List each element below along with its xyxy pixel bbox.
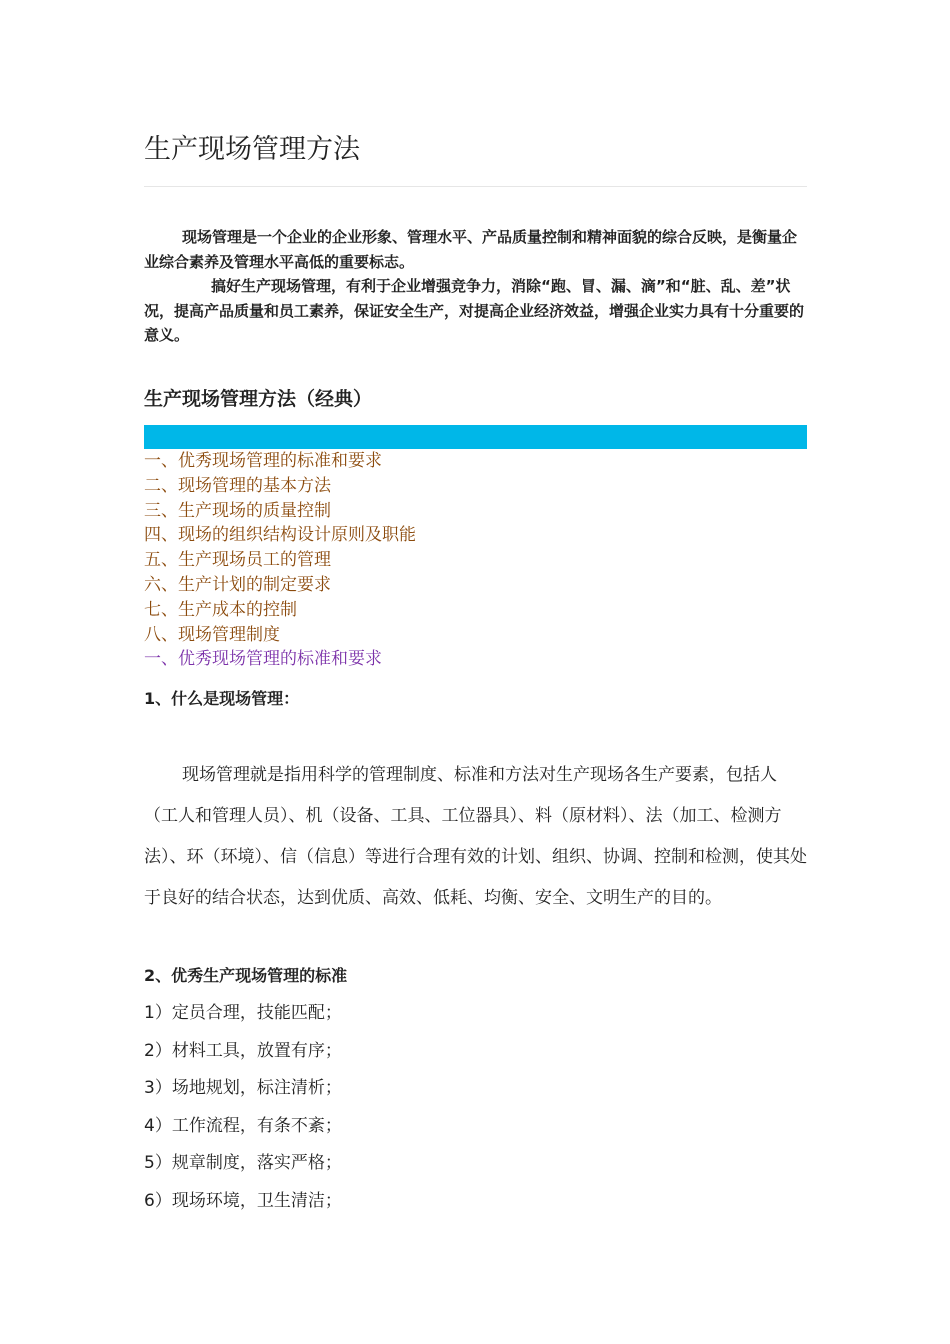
- standard-item-1: 1）定员合理，技能匹配；: [144, 1003, 342, 1023]
- toc-link-4[interactable]: 四、现场的组织结构设计原则及职能: [144, 525, 416, 546]
- question-1-heading: 1、什么是现场管理：: [144, 689, 300, 708]
- standard-item-6: 6）现场环境，卫生清洁；: [144, 1190, 342, 1211]
- question-2-heading: 2、优秀生产现场管理的标准: [144, 966, 348, 985]
- section-color-bar: [144, 425, 807, 449]
- question-1-body: 现场管理就是指用科学的管理制度、标准和方法对生产现场各生产要素，包括人（工人和管理人员）、机（设备、工具、工位器具）、料（原材料）、法（加工、检测方法）、环（环境）、信（信息）等进行合理有效的计划、组织、协调、控制和检测，使其处于良好的结合状态，达到优质、高效、低耗、均衡、安全、文明生产的目的。: [144, 765, 807, 908]
- standards-list: [144, 1000, 342, 1225]
- standard-item-2: 2）材料工具，放置有序；: [144, 1040, 342, 1061]
- standard-item-4: 4）工作流程，有条不紊；: [144, 1115, 342, 1136]
- title-divider: [144, 186, 807, 187]
- intro-block: [144, 225, 807, 348]
- intro-paragraph-1: 现场管理是一个企业的企业形象、管理水平、产品质量控制和精神面貌的综合反映，是衡量企业综合素养及管理水平高低的重要标志。: [144, 228, 798, 271]
- section-heading: 生产现场管理方法（经典）: [144, 388, 373, 410]
- intro-paragraph-2: 搞好生产现场管理，有利于企业增强竞争力，消除“跑、冒、漏、滴”和“脏、乱、差”状况，提高产品质量和员工素养，保证安全生产，对提高企业经济效益，增强企业实力具有十分重要的意义。: [144, 277, 805, 344]
- page-title: 生产现场管理方法: [144, 134, 360, 165]
- toc-link-2[interactable]: 二、现场管理的基本方法: [144, 475, 331, 496]
- toc-link-5[interactable]: 五、生产现场员工的管理: [144, 550, 331, 571]
- standard-item-3: 3）场地规划，标注清析；: [144, 1078, 342, 1098]
- toc-link-3[interactable]: 三、生产现场的质量控制: [144, 500, 331, 521]
- toc-link-7[interactable]: 七、生产成本的控制: [144, 599, 297, 620]
- toc-link-1[interactable]: 一、优秀现场管理的标准和要求: [144, 451, 382, 471]
- table-of-contents: [144, 449, 416, 672]
- standard-item-5: 5）规章制度，落实严格；: [144, 1153, 342, 1173]
- toc-link-6[interactable]: 六、生产计划的制定要求: [144, 574, 331, 595]
- toc-link-8[interactable]: 八、现场管理制度: [144, 624, 280, 645]
- toc-link-visited[interactable]: 一、优秀现场管理的标准和要求: [144, 649, 382, 670]
